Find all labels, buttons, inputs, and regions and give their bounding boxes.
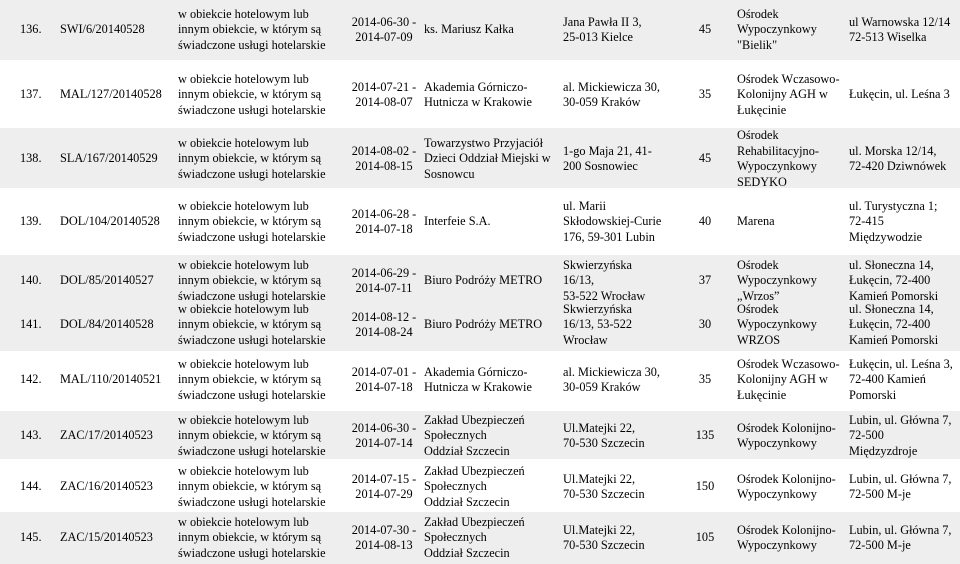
accommodation-type-line: w obiekcie hotelowym lub bbox=[178, 301, 309, 316]
accommodation-type-line: świadczone usługi hotelarskie bbox=[178, 545, 326, 560]
facility-name bbox=[737, 258, 839, 304]
facility-name bbox=[737, 414, 839, 458]
facility-name-line: Kolonijny AGH w bbox=[737, 372, 828, 387]
date-range-line: 2014-07-18 bbox=[355, 222, 413, 236]
table-row bbox=[0, 463, 960, 509]
row-number-line: 141. bbox=[20, 317, 42, 332]
participant-count-line: 150 bbox=[695, 479, 715, 494]
participant-count bbox=[685, 466, 725, 508]
accommodation-type-line: w obiekcie hotelowym lub bbox=[178, 412, 309, 427]
accommodation-type-line: świadczone usługi hotelarskie bbox=[178, 37, 326, 52]
facility-location-line: 72-513 Wiselka bbox=[849, 30, 927, 44]
organizer-address-line: Ul.Matejki 22, bbox=[563, 420, 636, 435]
participant-count bbox=[685, 2, 725, 58]
facility-location-line: ul. Słoneczna 14, bbox=[849, 257, 934, 272]
participant-count-line: 35 bbox=[698, 87, 712, 102]
organizer-address-line: 70-530 Szczecin bbox=[563, 436, 645, 450]
organizer-address-line: 176, 59-301 Lubin bbox=[563, 229, 655, 244]
row-number-line: 140. bbox=[20, 273, 42, 288]
organizer-address-line: 30-059 Kraków bbox=[563, 380, 641, 394]
facility-name-line: Kolonijny AGH w bbox=[737, 87, 828, 102]
facility-location-line: 72-415 bbox=[849, 214, 884, 229]
facility-location-line: Łukęcin, ul. Leśna 3, bbox=[849, 356, 953, 371]
participant-count bbox=[685, 258, 725, 304]
facility-location-line: Międzyzdroje bbox=[849, 443, 918, 458]
accommodation-type-line: innym obiekcie, w którym są bbox=[178, 479, 322, 494]
signature-line: DOL/85/20140527 bbox=[60, 273, 154, 288]
accommodation-type-line: w obiekcie hotelowym lub bbox=[178, 71, 309, 86]
signature-line: MAL/127/20140528 bbox=[60, 87, 162, 102]
facility-name-line: Wypoczynkowy bbox=[737, 317, 817, 332]
signature bbox=[60, 302, 172, 348]
organizer-address-line: Skwierzyńska bbox=[563, 301, 632, 316]
organizer bbox=[424, 2, 552, 58]
facility-location-line: Pomorski bbox=[849, 387, 897, 402]
facility-location bbox=[849, 414, 959, 458]
table-row bbox=[0, 356, 960, 404]
facility-location-line: Lubin, ul. Główna 7, bbox=[849, 412, 952, 427]
row-number-line: 137. bbox=[20, 87, 42, 102]
row-number-line: 139. bbox=[20, 214, 42, 229]
accommodation-type bbox=[178, 356, 338, 404]
signature bbox=[60, 258, 172, 304]
date-range bbox=[348, 2, 420, 58]
facility-location bbox=[849, 70, 959, 120]
accommodation-type-line: innym obiekcie, w którym są bbox=[178, 428, 322, 443]
organizer-address-line: 70-530 Szczecin bbox=[563, 487, 645, 501]
signature bbox=[60, 70, 172, 120]
accommodation-type-line: innym obiekcie, w którym są bbox=[178, 530, 322, 545]
accommodation-type bbox=[178, 302, 338, 348]
facility-location-line: 72-420 Dziwnówek bbox=[849, 159, 947, 173]
row-number bbox=[20, 356, 60, 404]
organizer-address-line: 16/13, bbox=[563, 273, 595, 288]
row-number-line: 138. bbox=[20, 151, 42, 166]
organizer-line: Oddział Szczecin bbox=[424, 545, 510, 560]
accommodation-type-line: innym obiekcie, w którym są bbox=[178, 214, 322, 229]
organizer-address-line: ul. Marii bbox=[563, 198, 607, 213]
organizer-line: Społecznych bbox=[424, 530, 487, 545]
facility-name bbox=[737, 130, 839, 188]
row-number bbox=[20, 414, 60, 458]
date-range-line: 2014-06-28 - bbox=[351, 206, 417, 221]
participant-count-line: 35 bbox=[698, 372, 712, 387]
organizer bbox=[424, 196, 552, 248]
participant-count bbox=[685, 356, 725, 404]
organizer-address-line: 200 Sosnowiec bbox=[563, 159, 638, 173]
date-range bbox=[348, 196, 420, 248]
organizer bbox=[424, 356, 552, 404]
organizer-address-line: al. Mickiewicza 30, bbox=[563, 364, 660, 379]
facility-location bbox=[849, 466, 959, 508]
facility-location bbox=[849, 302, 959, 348]
facility-name-line: Wypoczynkowy bbox=[737, 487, 817, 501]
participant-count bbox=[685, 70, 725, 120]
organizer bbox=[424, 463, 552, 509]
organizer-address-line: Wrocław bbox=[563, 332, 608, 347]
accommodation-type-line: w obiekcie hotelowym lub bbox=[178, 198, 309, 213]
accommodation-type-line: świadczone usługi hotelarskie bbox=[178, 102, 326, 117]
date-range-line: 2014-06-30 - bbox=[351, 14, 417, 29]
organizer-address-line: 25-013 Kielce bbox=[563, 30, 633, 44]
organizer-line: Towarzystwo Przyjaciół bbox=[424, 135, 543, 150]
accommodation-type-line: innym obiekcie, w którym są bbox=[178, 151, 322, 166]
organizer bbox=[424, 302, 552, 348]
signature-line: SLA/167/20140529 bbox=[60, 151, 158, 166]
facility-name-line: „Wrzos” bbox=[737, 288, 780, 303]
organizer-address-line: Ul.Matejki 22, bbox=[563, 471, 636, 486]
facility-location bbox=[849, 356, 959, 404]
organizer-line: Akademia Górniczo- bbox=[424, 364, 528, 379]
participant-count-line: 30 bbox=[698, 317, 712, 332]
accommodation-type-line: w obiekcie hotelowym lub bbox=[178, 257, 309, 272]
facility-location-line: Łukęcin, 72-400 bbox=[849, 317, 931, 332]
facility-location-line: Kamień Pomorski bbox=[849, 332, 939, 347]
date-range bbox=[348, 70, 420, 120]
organizer-line: Społecznych bbox=[424, 428, 487, 443]
organizer-line: ks. Mariusz Kałka bbox=[424, 22, 514, 37]
organizer-line: Sosnowcu bbox=[424, 166, 475, 181]
organizer-address bbox=[563, 514, 675, 562]
organizer bbox=[424, 258, 552, 304]
table-row bbox=[0, 514, 960, 562]
organizer-line: Dzieci Oddział Miejski w bbox=[424, 151, 551, 166]
facility-location-line: ul. Turystyczna 1; bbox=[849, 198, 938, 213]
date-range-line: 2014-06-30 - bbox=[351, 420, 417, 435]
facility-name bbox=[737, 70, 839, 120]
facility-name-line: Ośrodek bbox=[737, 301, 779, 316]
organizer-address-line: 16/13, 53-522 bbox=[563, 317, 632, 332]
date-range-line: 2014-07-29 bbox=[355, 487, 413, 501]
accommodation-type-line: w obiekcie hotelowym lub bbox=[178, 463, 309, 478]
date-range-line: 2014-06-29 - bbox=[351, 265, 417, 280]
participant-count bbox=[685, 302, 725, 348]
participant-count bbox=[685, 130, 725, 188]
table-row bbox=[0, 258, 960, 304]
facility-name bbox=[737, 196, 839, 248]
date-range bbox=[348, 302, 420, 348]
facility-name bbox=[737, 302, 839, 348]
organizer bbox=[424, 70, 552, 120]
row-number bbox=[20, 70, 60, 120]
accommodation-type bbox=[178, 463, 338, 509]
signature-line: SWI/6/20140528 bbox=[60, 22, 145, 37]
signature bbox=[60, 356, 172, 404]
facility-location-line: 72-400 Kamień bbox=[849, 372, 926, 387]
facility-location-line: ul. Słoneczna 14, bbox=[849, 301, 934, 316]
accommodation-type-line: świadczone usługi hotelarskie bbox=[178, 332, 326, 347]
date-range-line: 2014-08-12 - bbox=[351, 309, 417, 324]
organizer-line: Zakład Ubezpieczeń bbox=[424, 514, 525, 529]
organizer-line: Biuro Podróży METRO bbox=[424, 317, 543, 332]
date-range-line: 2014-07-09 bbox=[355, 30, 413, 44]
organizer-address-line: al. Mickiewicza 30, bbox=[563, 79, 660, 94]
facility-name-line: Łukęcinie bbox=[737, 387, 787, 402]
organizer-address bbox=[563, 356, 675, 404]
table-row bbox=[0, 2, 960, 58]
facility-location-line: 72-500 M-je bbox=[849, 487, 911, 501]
signature-line: DOL/104/20140528 bbox=[60, 214, 160, 229]
row-number-line: 144. bbox=[20, 479, 42, 494]
date-range bbox=[348, 514, 420, 562]
signature-line: MAL/110/20140521 bbox=[60, 372, 162, 387]
row-number bbox=[20, 466, 60, 508]
row-number-line: 136. bbox=[20, 22, 42, 37]
facility-name-line: Rehabilitacyjno- bbox=[737, 143, 819, 158]
signature bbox=[60, 466, 172, 508]
organizer-line: Zakład Ubezpieczeń bbox=[424, 412, 525, 427]
organizer-line: Oddział Szczecin bbox=[424, 443, 510, 458]
facility-location-line: Łukęcin, 72-400 bbox=[849, 273, 931, 288]
date-range bbox=[348, 258, 420, 304]
facility-name-line: Ośrodek Wczasowo- bbox=[737, 71, 840, 86]
table-row bbox=[0, 196, 960, 248]
row-number bbox=[20, 258, 60, 304]
accommodation-type-line: świadczone usługi hotelarskie bbox=[178, 166, 326, 181]
facility-name bbox=[737, 514, 839, 562]
date-range-line: 2014-07-21 - bbox=[351, 79, 417, 94]
facility-location bbox=[849, 514, 959, 562]
date-range-line: 2014-07-01 - bbox=[351, 364, 417, 379]
accommodation-type-line: świadczone usługi hotelarskie bbox=[178, 443, 326, 458]
date-range-line: 2014-08-15 bbox=[355, 159, 413, 173]
accommodation-type-line: świadczone usługi hotelarskie bbox=[178, 288, 326, 303]
facility-location bbox=[849, 2, 959, 58]
signature bbox=[60, 414, 172, 458]
organizer-line: Biuro Podróży METRO bbox=[424, 273, 543, 288]
facility-name bbox=[737, 466, 839, 508]
organizer-address bbox=[563, 70, 675, 120]
table-row bbox=[0, 70, 960, 120]
facility-name-line: Ośrodek Kolonijno- bbox=[737, 522, 836, 537]
row-number-line: 142. bbox=[20, 372, 42, 387]
accommodation-type-line: innym obiekcie, w którym są bbox=[178, 372, 322, 387]
participant-count-line: 37 bbox=[698, 273, 712, 288]
accommodation-type-line: świadczone usługi hotelarskie bbox=[178, 387, 326, 402]
facility-name-line: Ośrodek bbox=[737, 128, 779, 142]
facility-name bbox=[737, 2, 839, 58]
row-number-line: 143. bbox=[20, 428, 42, 443]
accommodation-type-line: świadczone usługi hotelarskie bbox=[178, 229, 326, 244]
facility-name-line: Ośrodek bbox=[737, 6, 779, 21]
accommodation-type-line: świadczone usługi hotelarskie bbox=[178, 494, 326, 509]
facility-location-line: 72-500 bbox=[849, 428, 884, 443]
signature bbox=[60, 2, 172, 58]
organizer-address-line: 53-522 Wrocław bbox=[563, 288, 646, 303]
accommodation-type bbox=[178, 414, 338, 458]
accommodation-type-line: w obiekcie hotelowym lub bbox=[178, 514, 309, 529]
participant-count bbox=[685, 514, 725, 562]
accommodation-type-line: innym obiekcie, w którym są bbox=[178, 87, 322, 102]
organizer-line: Społecznych bbox=[424, 479, 487, 494]
organizer-line: Hutnicza w Krakowie bbox=[424, 95, 532, 109]
row-number bbox=[20, 514, 60, 562]
signature bbox=[60, 196, 172, 248]
date-range-line: 2014-08-13 bbox=[355, 538, 413, 552]
facility-location-line: Kamień Pomorski bbox=[849, 288, 939, 303]
accommodation-type bbox=[178, 514, 338, 562]
facility-location-line: Łukęcin, ul. Leśna 3 bbox=[849, 87, 950, 102]
facility-name-line: Łukęcinie bbox=[737, 102, 787, 117]
date-range-line: 2014-07-18 bbox=[355, 380, 413, 394]
organizer-address-line: Jana Pawła II 3, bbox=[563, 14, 642, 29]
organizer-address bbox=[563, 414, 675, 458]
date-range bbox=[348, 414, 420, 458]
row-number-line: 145. bbox=[20, 530, 42, 545]
organizer bbox=[424, 414, 552, 458]
accommodation-type bbox=[178, 196, 338, 248]
facility-location-line: Lubin, ul. Główna 7, bbox=[849, 471, 952, 486]
facility-location-line: Międzywodzie bbox=[849, 229, 923, 244]
row-number bbox=[20, 302, 60, 348]
row-number bbox=[20, 2, 60, 58]
organizer bbox=[424, 130, 552, 188]
facility-name-line: Wypoczynkowy bbox=[737, 22, 817, 37]
accommodation-type bbox=[178, 130, 338, 188]
organizer-address-line: 30-059 Kraków bbox=[563, 95, 641, 109]
facility-name-line: Ośrodek bbox=[737, 257, 779, 272]
participant-count-line: 45 bbox=[698, 22, 712, 37]
organizer-address-line: 70-530 Szczecin bbox=[563, 538, 645, 552]
table-row bbox=[0, 130, 960, 188]
signature bbox=[60, 514, 172, 562]
organizer bbox=[424, 514, 552, 562]
table-row bbox=[0, 302, 960, 348]
signature-line: ZAC/16/20140523 bbox=[60, 479, 153, 494]
signature bbox=[60, 130, 172, 188]
date-range-line: 2014-07-15 - bbox=[351, 471, 417, 486]
facility-name-line: Ośrodek Kolonijno- bbox=[737, 471, 836, 486]
accommodation-type bbox=[178, 70, 338, 120]
date-range-line: 2014-07-11 bbox=[355, 281, 413, 295]
facility-name-line: WRZOS bbox=[737, 332, 781, 347]
organizer-line: Interfeie S.A. bbox=[424, 214, 491, 229]
facility-name-line: Marena bbox=[737, 214, 775, 229]
facility-location bbox=[849, 258, 959, 304]
accommodation-type-line: w obiekcie hotelowym lub bbox=[178, 6, 309, 21]
participant-count bbox=[685, 414, 725, 458]
organizer-address-line: 1-go Maja 21, 41- bbox=[563, 143, 652, 158]
signature-line: ZAC/17/20140523 bbox=[60, 428, 153, 443]
facility-location bbox=[849, 130, 959, 188]
facility-name-line: Wypoczynkowy bbox=[737, 436, 817, 450]
facility-name-line: Ośrodek Wczasowo- bbox=[737, 356, 840, 371]
participant-count-line: 105 bbox=[695, 530, 715, 545]
facility-name-line: "Bielik" bbox=[737, 37, 778, 52]
date-range-line: 2014-08-24 bbox=[355, 325, 413, 339]
participant-count-line: 40 bbox=[698, 214, 712, 229]
date-range bbox=[348, 466, 420, 508]
organizer-address-line: Skwierzyńska bbox=[563, 257, 632, 272]
facility-name-line: Wypoczynkowy bbox=[737, 538, 817, 552]
organizer-line: Oddział Szczecin bbox=[424, 494, 510, 509]
date-range-line: 2014-08-02 - bbox=[351, 143, 417, 158]
accommodation-type-line: w obiekcie hotelowym lub bbox=[178, 135, 309, 150]
date-range-line: 2014-07-30 - bbox=[351, 522, 417, 537]
row-number bbox=[20, 196, 60, 248]
row-number bbox=[20, 130, 60, 188]
date-range bbox=[348, 356, 420, 404]
organizer-address bbox=[563, 302, 675, 348]
date-range bbox=[348, 130, 420, 188]
organizer-line: Akademia Górniczo- bbox=[424, 79, 528, 94]
organizer-line: Hutnicza w Krakowie bbox=[424, 380, 532, 394]
facility-location-line: 72-500 M-je bbox=[849, 538, 911, 552]
facility-name-line: SEDYKO bbox=[737, 174, 787, 189]
facility-location-line: ul Warnowska 12/14 bbox=[849, 14, 951, 29]
accommodation-type-line: w obiekcie hotelowym lub bbox=[178, 356, 309, 371]
accommodation-type bbox=[178, 2, 338, 58]
date-range-line: 2014-08-07 bbox=[355, 95, 413, 109]
accommodation-type-line: innym obiekcie, w którym są bbox=[178, 22, 322, 37]
participant-count bbox=[685, 196, 725, 248]
accommodation-type-line: innym obiekcie, w którym są bbox=[178, 273, 322, 288]
facility-name-line: Ośrodek Kolonijno- bbox=[737, 420, 836, 435]
accommodation-type bbox=[178, 258, 338, 304]
organizer-address bbox=[563, 2, 675, 58]
facility-name-line: Wypoczynkowy bbox=[737, 159, 817, 173]
facility-location-line: Lubin, ul. Główna 7, bbox=[849, 522, 952, 537]
signature-line: ZAC/15/20140523 bbox=[60, 530, 153, 545]
date-range-line: 2014-07-14 bbox=[355, 436, 413, 450]
facility-name-line: Wypoczynkowy bbox=[737, 273, 817, 288]
facility-location bbox=[849, 196, 959, 248]
facility-name bbox=[737, 356, 839, 404]
organizer-address bbox=[563, 258, 675, 304]
organizer-address bbox=[563, 196, 675, 248]
organizer-address-line: Skłodowskiej-Curie bbox=[563, 214, 662, 229]
participant-count-line: 135 bbox=[695, 428, 715, 443]
organizer-line: Zakład Ubezpieczeń bbox=[424, 463, 525, 478]
participant-count-line: 45 bbox=[698, 151, 712, 166]
table-row bbox=[0, 414, 960, 458]
organizer-address bbox=[563, 466, 675, 508]
organizer-address-line: Ul.Matejki 22, bbox=[563, 522, 636, 537]
accommodation-type-line: innym obiekcie, w którym są bbox=[178, 317, 322, 332]
signature-line: DOL/84/20140528 bbox=[60, 317, 154, 332]
organizer-address bbox=[563, 130, 675, 188]
facility-location-line: ul. Morska 12/14, bbox=[849, 143, 937, 158]
